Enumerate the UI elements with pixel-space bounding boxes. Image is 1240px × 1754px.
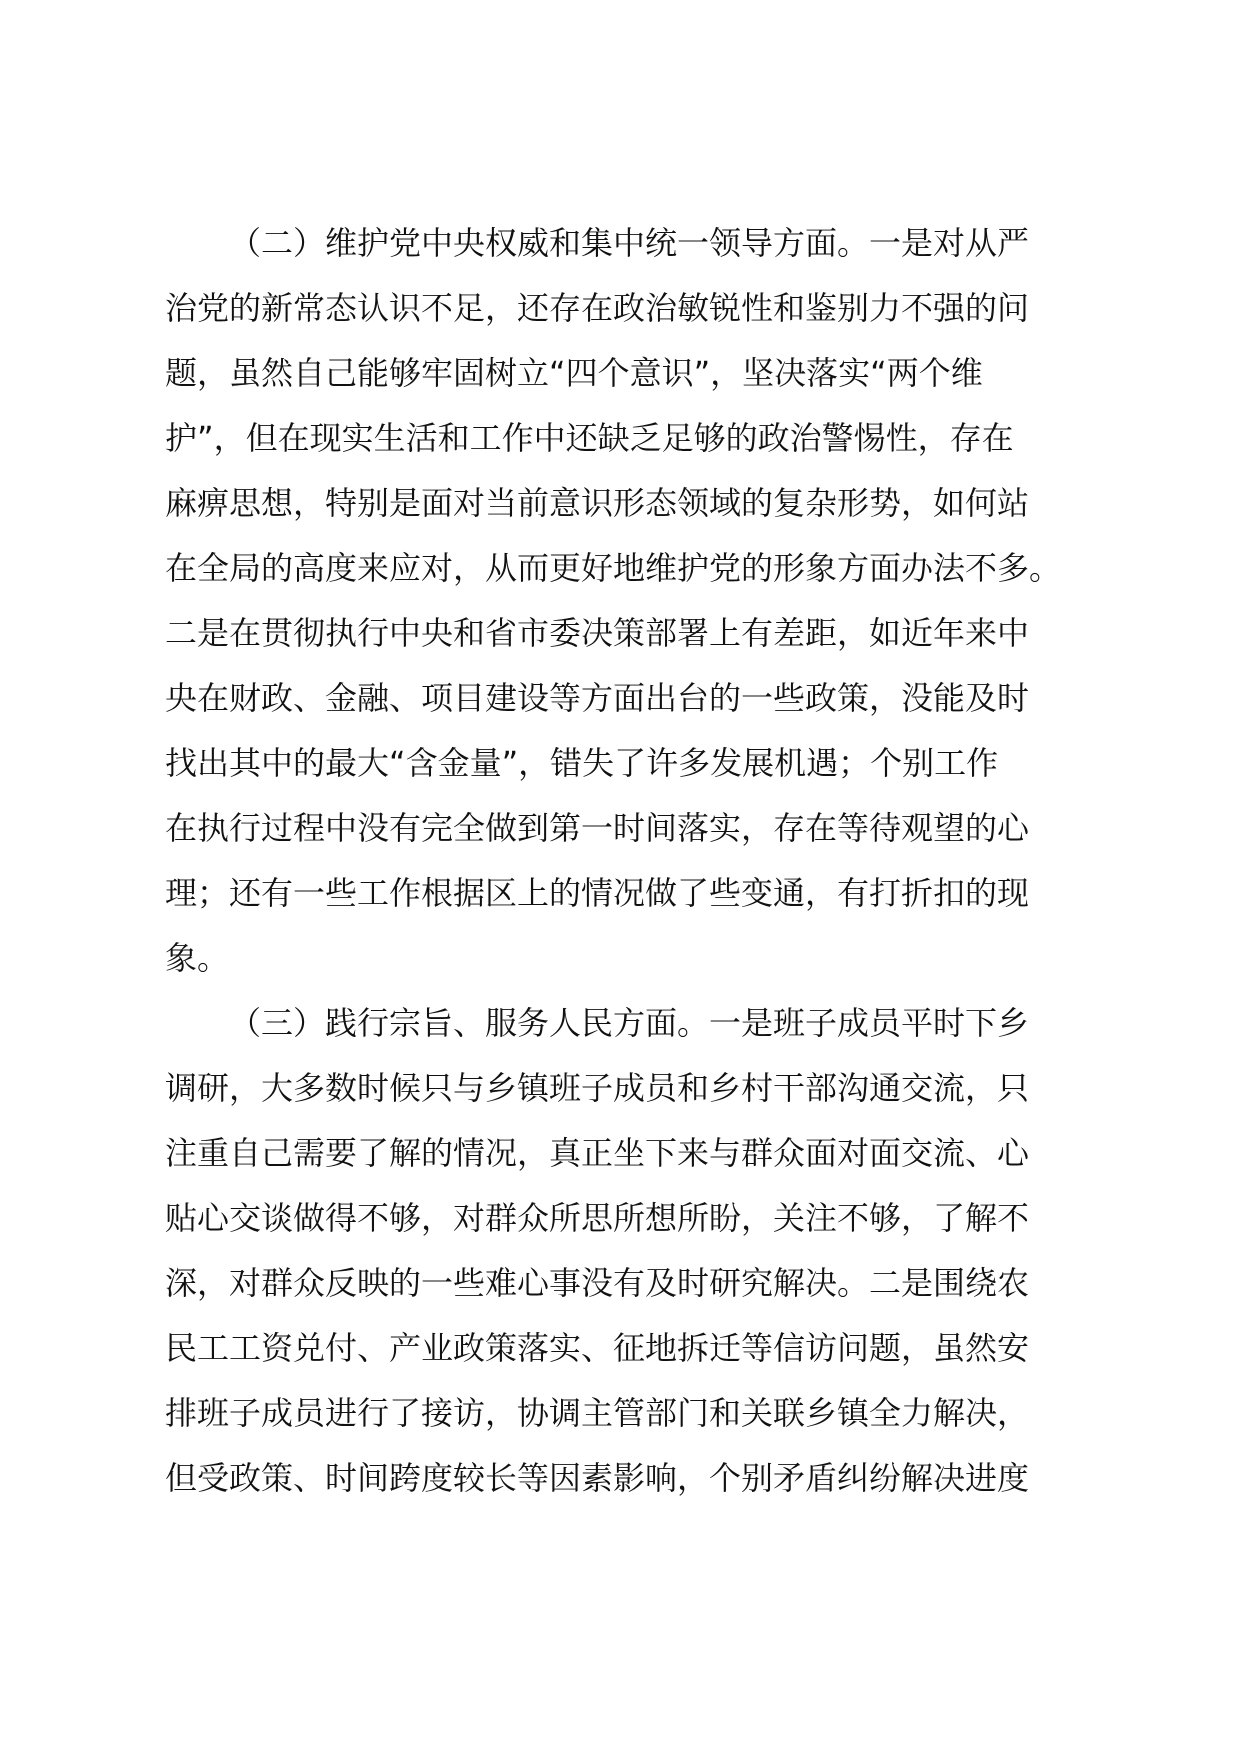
paragraph-line: （三）践行宗旨、服务人民方面。一是班子成员平时下乡 bbox=[229, 1004, 1030, 1042]
paragraph-line: 注重自己需要了解的情况，真正坐下来与群众面对面交流、心 bbox=[165, 1134, 1030, 1172]
paragraph-line: 二是在贯彻执行中央和省市委决策部署上有差距，如近年来中 bbox=[165, 614, 1030, 652]
paragraph-line: 在全局的高度来应对，从而更好地维护党的形象方面办法不多。 bbox=[165, 549, 1062, 587]
paragraph-line: 找出其中的最大“含金量”，错失了许多发展机遇；个别工作 bbox=[165, 744, 999, 782]
paragraph-line: 调研，大多数时候只与乡镇班子成员和乡村干部沟通交流，只 bbox=[165, 1069, 1030, 1107]
body-text bbox=[165, 211, 1085, 1511]
paragraph-line: 理；还有一些工作根据区上的情况做了些变通，有打折扣的现 bbox=[165, 874, 1030, 912]
paragraph-line: 深，对群众反映的一些难心事没有及时研究解决。二是围绕农 bbox=[165, 1264, 1030, 1302]
paragraph-line: 贴心交谈做得不够，对群众所思所想所盼，关注不够，了解不 bbox=[165, 1199, 1030, 1237]
paragraph-line: 但受政策、时间跨度较长等因素影响，个别矛盾纠纷解决进度 bbox=[165, 1459, 1030, 1497]
paragraph-line: 民工工资兑付、产业政策落实、征地拆迁等信访问题，虽然安 bbox=[165, 1329, 1030, 1367]
paragraph-line: 象。 bbox=[165, 939, 230, 977]
paragraph-line: 在执行过程中没有完全做到第一时间落实，存在等待观望的心 bbox=[165, 809, 1030, 847]
paragraph-line: 排班子成员进行了接访，协调主管部门和关联乡镇全力解决， bbox=[165, 1394, 1030, 1432]
paragraph-line: 治党的新常态认识不足，还存在政治敏锐性和鉴别力不强的问 bbox=[165, 289, 1030, 327]
paragraph-line: 护”，但在现实生活和工作中还缺乏足够的政治警惕性，存在 bbox=[165, 419, 1014, 457]
paragraph-line: 麻痹思想，特别是面对当前意识形态领域的复杂形势，如何站 bbox=[165, 484, 1030, 522]
paragraph-line: 题，虽然自己能够牢固树立“四个意识”，坚决落实“两个维 bbox=[165, 354, 983, 392]
paragraph-line: 央在财政、金融、项目建设等方面出台的一些政策，没能及时 bbox=[165, 679, 1030, 717]
paragraph-line: （二）维护党中央权威和集中统一领导方面。一是对从严 bbox=[229, 224, 1030, 262]
